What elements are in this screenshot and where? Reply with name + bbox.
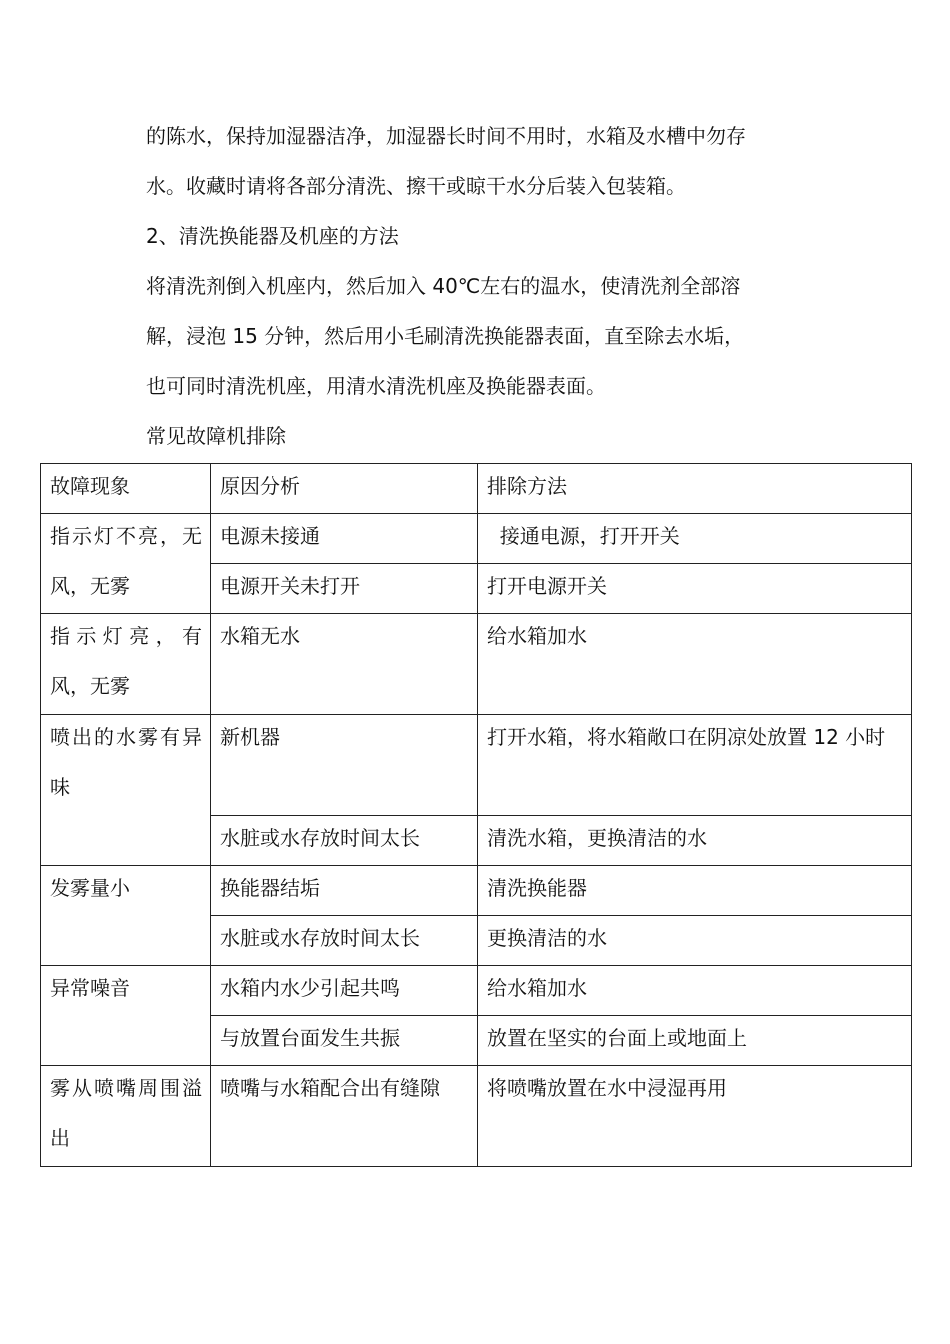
- paragraph-line: 将清洗剂倒入机座内，然后加入 40℃左右的温水，使清洗剂全部溶: [146, 274, 741, 298]
- symptom-cell: 发雾量小: [41, 866, 211, 966]
- cause-cell: 水脏或水存放时间太长: [211, 916, 478, 966]
- table-row: [41, 966, 912, 1016]
- table-row: [41, 715, 912, 816]
- fault-table: [40, 463, 912, 1167]
- table-row: [41, 614, 912, 715]
- cause-cell: 新机器: [211, 715, 478, 816]
- table-title: 常见故障机排除: [146, 424, 286, 448]
- cause-cell: 电源未接通: [211, 514, 478, 564]
- cause-cell: 水脏或水存放时间太长: [211, 816, 478, 866]
- fix-cell: 打开水箱，将水箱敞口在阴凉处放置 12 小时: [478, 715, 912, 816]
- paragraph-line: 的陈水，保持加湿器洁净，加湿器长时间不用时，水箱及水槽中勿存: [146, 124, 746, 148]
- fix-cell: 接通电源，打开开关: [478, 514, 912, 564]
- table-row: [41, 866, 912, 916]
- table-header-row: [41, 464, 912, 514]
- header-cell: 排除方法: [478, 464, 912, 514]
- table-row: [41, 514, 912, 564]
- cause-cell: 电源开关未打开: [211, 564, 478, 614]
- fix-cell: 清洗水箱，更换清洁的水: [478, 816, 912, 866]
- cause-cell: 水箱无水: [211, 614, 478, 715]
- paragraph-line: 水。收藏时请将各部分清洗、擦干或晾干水分后装入包装箱。: [146, 174, 686, 198]
- symptom-cell: 指示灯亮，有风，无雾: [41, 614, 211, 715]
- fix-cell: 清洗换能器: [478, 866, 912, 916]
- section-heading: 2、清洗换能器及机座的方法: [146, 224, 399, 248]
- fix-cell: 给水箱加水: [478, 966, 912, 1016]
- fix-cell: 更换清洁的水: [478, 916, 912, 966]
- fix-cell: 将喷嘴放置在水中浸湿再用: [478, 1066, 912, 1167]
- table-row: [41, 1066, 912, 1167]
- cause-cell: 与放置台面发生共振: [211, 1016, 478, 1066]
- symptom-cell: 异常噪音: [41, 966, 211, 1066]
- fix-cell: 打开电源开关: [478, 564, 912, 614]
- paragraph-line: 也可同时清洗机座，用清水清洗机座及换能器表面。: [146, 374, 606, 398]
- symptom-cell: 喷出的水雾有异味: [41, 715, 211, 866]
- fix-cell: 放置在坚实的台面上或地面上: [478, 1016, 912, 1066]
- symptom-cell: 指示灯不亮，无风，无雾: [41, 514, 211, 614]
- paragraph-line: 解，浸泡 15 分钟，然后用小毛刷清洗换能器表面，直至除去水垢，: [146, 324, 745, 348]
- symptom-cell: 雾从喷嘴周围溢出: [41, 1066, 211, 1167]
- cause-cell: 喷嘴与水箱配合出有缝隙: [211, 1066, 478, 1167]
- cause-cell: 水箱内水少引起共鸣: [211, 966, 478, 1016]
- header-cell: 故障现象: [41, 464, 211, 514]
- cause-cell: 换能器结垢: [211, 866, 478, 916]
- header-cell: 原因分析: [211, 464, 478, 514]
- fix-cell: 给水箱加水: [478, 614, 912, 715]
